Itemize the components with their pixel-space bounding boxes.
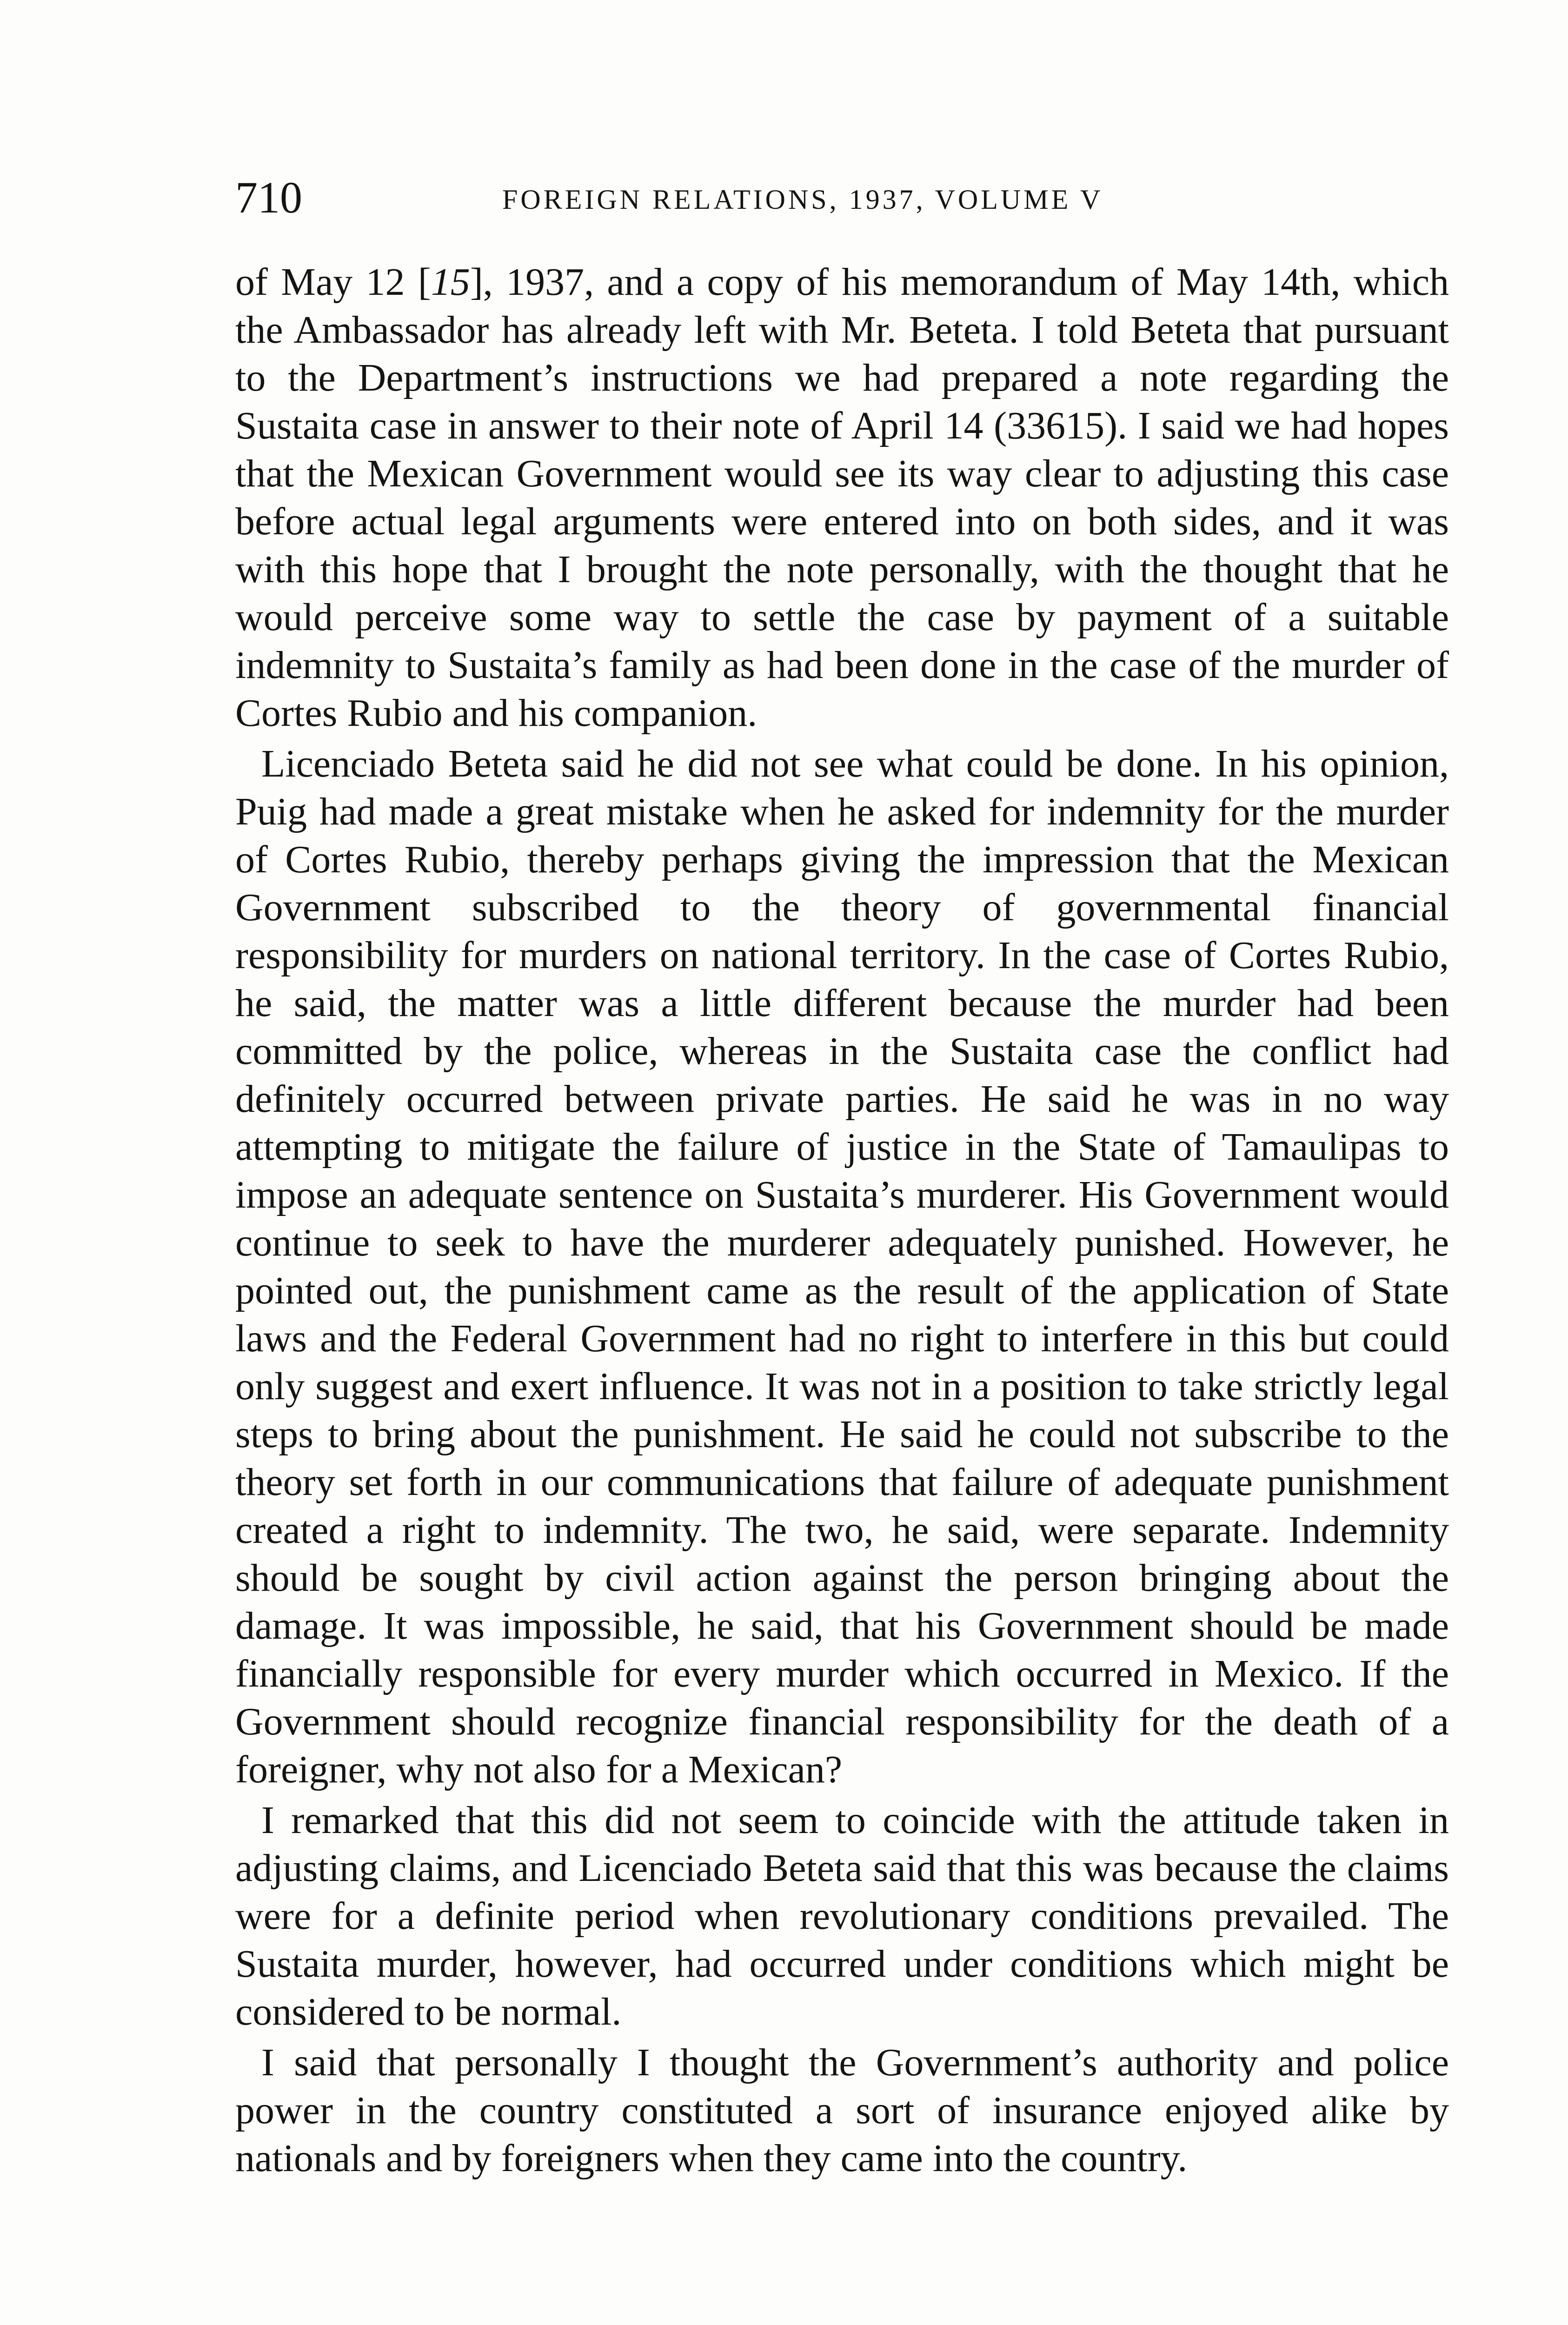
paragraph-insurance-remark: I said that personally I thought the Government’s authority and police power in the country constituted a sort of insurance enjoyed alike by nationals and by foreigners when they came into the country. <box>235 2041 1449 2180</box>
body-text <box>235 258 1449 2182</box>
paragraph-continuation <box>235 258 1449 737</box>
footnote-reference: 15 <box>431 260 470 304</box>
paragraph-claims-remark: I remarked that this did not seem to coincide with the attitude taken in adjusting claims, and Licenciado Beteta said that this was because the claims were for a definite period when revolutionary conditions prevailed. The Sustaita murder, however, had occurred under conditions which might be considered to be normal. <box>235 1799 1449 2033</box>
paragraph-beteta-response: Licenciado Beteta said he did not see what could be done. In his opinion, Puig had made a great mistake when he asked for indemnity for the murder of Cortes Rubio, thereby perhaps giving the impression that the Mexican Government subscribed to the theory of governmental financial responsibility for murders on national territory. In the case of Cortes Rubio, he said, the matter was a little different because the murder had been committed by the police, whereas in the Sustaita case the conflict had definitely occurred between private parties. He said he was in no way attempting to mitigate the failure of justice in the State of Tamaulipas to impose an adequate sentence on Sustaita’s murderer. His Government would continue to seek to have the murderer adequately punished. However, he pointed out, the punishment came as the result of the application of State laws and the Federal Government had no right to interfere in this but could only suggest and exert influence. It was not in a position to take strictly legal steps to bring about the punishment. He said he could not subscribe to the theory set forth in our communications that failure of adequate punishment created a right to indemnity. The two, he said, were separate. Indemnity should be sought by civil action against the person bringing about the damage. It was impossible, he said, that his Government should be made financially responsible for every murder which occurred in Mexico. If the Government should recognize financial responsibility for the death of a foreigner, why not also for a Mexican? <box>235 742 1449 1791</box>
running-head: FOREIGN RELATIONS, 1937, VOLUME V <box>502 184 1103 215</box>
paragraph-1-text-end: ], 1937, and a copy of his memorandum of May 14th, which the Ambassador has already left with Mr. Beteta. I told Beteta that pursuant to the Department’s instructions we had prepared a note regarding the Sustaita case in answer to their note of April 14 (33615). I said we had hopes that the Mexican Government would see its way clear to adjusting this case before actual legal arguments were entered into on both sides, and it was with this hope that I brought the note personally, with the thought that he would perceive some way to settle the case by payment of a suitable indemnity to Sustaita’s family as had been done in the case of the murder of Cortes Rubio and his companion. <box>235 260 1449 735</box>
page-number: 710 <box>235 173 302 222</box>
paragraph-1-text-start: of May 12 [ <box>235 260 431 304</box>
page-header <box>235 167 1449 228</box>
